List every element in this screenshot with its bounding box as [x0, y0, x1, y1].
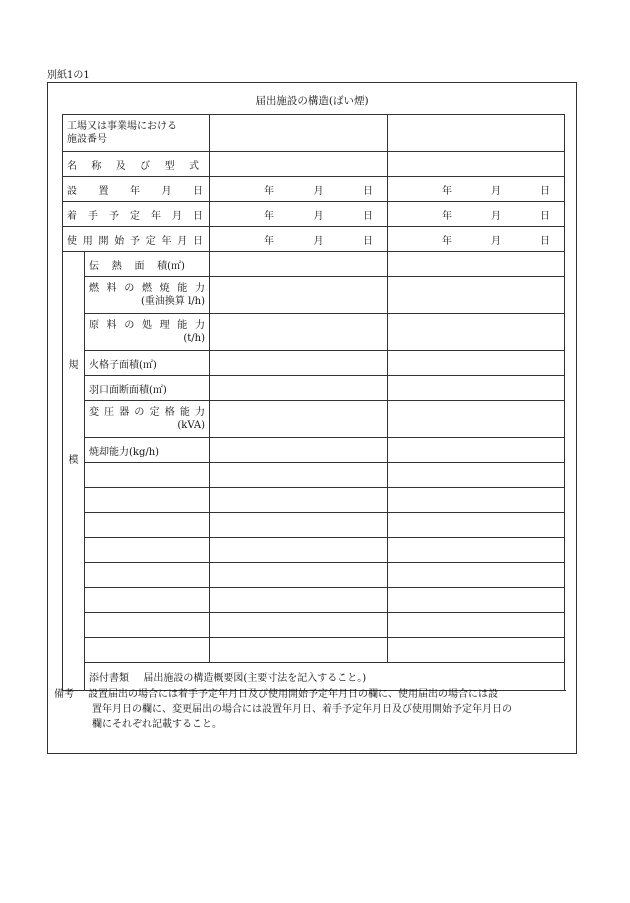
fuel-combustion-label	[85, 277, 210, 314]
label-char: 予	[109, 210, 119, 222]
year-unit: 年	[264, 185, 274, 197]
label-char: び	[140, 160, 151, 172]
label-char: 定	[130, 210, 140, 222]
label-char: 年	[130, 185, 140, 197]
name-model-cell-1[interactable]	[210, 152, 388, 177]
day-unit: 日	[540, 235, 550, 247]
table-row	[63, 488, 565, 513]
label-char: 日	[193, 185, 203, 197]
label-char: 能	[177, 283, 188, 294]
table-row	[63, 152, 565, 177]
label-char: 変	[89, 407, 99, 418]
scale-cell[interactable]	[210, 538, 388, 563]
label-char: 年	[151, 210, 161, 222]
label-char: 定	[149, 407, 160, 418]
month-unit: 月	[313, 185, 324, 197]
table-row	[63, 563, 565, 588]
month-unit: 月	[313, 235, 324, 247]
scale-cell[interactable]	[388, 252, 565, 277]
month-unit: 月	[491, 235, 501, 247]
table-row	[63, 227, 565, 252]
label-char: 置	[98, 185, 109, 197]
scale-cell[interactable]	[210, 588, 388, 613]
attachment-text: 届出施設の構造概要図(主要寸法を記入すること。)	[143, 673, 367, 684]
scale-cell[interactable]	[210, 463, 388, 488]
scale-label-char: 規	[68, 360, 79, 371]
table-row	[63, 351, 565, 376]
table-row	[63, 463, 565, 488]
scale-cell[interactable]	[210, 488, 388, 513]
label-char: 式	[188, 160, 199, 172]
table-row	[63, 638, 565, 663]
form-frame	[47, 82, 577, 754]
label-char: 名	[67, 160, 77, 172]
label-char: 能	[179, 407, 190, 418]
year-unit: 年	[442, 235, 452, 247]
scale-cell[interactable]	[210, 563, 388, 588]
notes-line: 欄にそれぞれ記載すること。	[92, 719, 222, 730]
table-row	[63, 438, 565, 463]
facility-number-label-line2: 施設番号	[67, 134, 107, 145]
grate-area-label: 火格子面積(㎡)	[85, 351, 210, 376]
facility-number-label	[63, 115, 210, 152]
label-char: 焼	[159, 283, 170, 294]
scale-cell[interactable]	[210, 376, 388, 401]
table-row	[63, 177, 565, 202]
blank-label-cell[interactable]	[85, 538, 210, 563]
scale-cell[interactable]	[388, 463, 565, 488]
scale-cell[interactable]	[388, 488, 565, 513]
scale-cell[interactable]	[210, 277, 388, 314]
blank-label-cell[interactable]	[85, 463, 210, 488]
label-char: 使	[67, 235, 77, 247]
label-char: 用	[82, 235, 93, 247]
raw-material-unit: (t/h)	[183, 333, 205, 344]
start-plan-cell-1[interactable]	[210, 202, 388, 227]
year-unit: 年	[442, 185, 452, 197]
label-char: 手	[88, 210, 98, 222]
install-date-cell-1[interactable]	[210, 177, 388, 202]
year-unit: 年	[442, 210, 452, 222]
label-char: 原	[89, 320, 99, 331]
table-row	[63, 513, 565, 538]
year-unit: 年	[264, 210, 274, 222]
scale-cell[interactable]	[388, 438, 565, 463]
scale-cell[interactable]	[388, 588, 565, 613]
incineration-capacity-label: 焼却能力(kg/h)	[85, 438, 210, 463]
label-char: の	[124, 283, 135, 294]
scale-cell[interactable]	[210, 314, 388, 351]
label-char: の	[134, 407, 145, 418]
scale-label	[63, 252, 85, 691]
structure-table	[62, 114, 565, 691]
label-char: 伝	[89, 260, 99, 272]
label-char: 燃	[141, 283, 152, 294]
use-start-plan-label	[63, 227, 210, 252]
label-char: 開	[98, 235, 109, 247]
transformer-capacity-label	[85, 401, 210, 438]
label-char: 予	[130, 235, 140, 247]
table-row	[63, 613, 565, 638]
install-date-cell-2[interactable]	[388, 177, 565, 202]
day-unit: 日	[363, 235, 373, 247]
day-unit: 日	[540, 185, 550, 197]
label-char: 力	[194, 407, 205, 418]
label-char: の	[124, 320, 135, 331]
label-char: 面	[134, 260, 145, 272]
label-char: 日	[193, 210, 203, 222]
scale-cell[interactable]	[388, 277, 565, 314]
month-unit: 月	[491, 185, 501, 197]
scale-cell[interactable]	[210, 513, 388, 538]
blank-label-cell[interactable]	[85, 488, 210, 513]
label-char: 力	[194, 283, 205, 294]
scale-cell[interactable]	[388, 563, 565, 588]
notes-line: 置年月日の欄に、変更届出の場合には設置年月日、着手予定年月日及び使用開始予定年月日の	[92, 704, 512, 715]
table-row	[63, 202, 565, 227]
notes-line: 設置届出の場合には着手予定年月日及び使用開始予定年月日の欄に、使用届出の場合には設	[88, 689, 498, 700]
table-row	[63, 588, 565, 613]
scale-cell[interactable]	[388, 401, 565, 438]
notes-body	[88, 687, 572, 732]
table-row	[63, 314, 565, 351]
heat-transfer-area-label	[85, 252, 210, 277]
scale-cell[interactable]	[388, 351, 565, 376]
use-start-plan-cell-1[interactable]	[210, 227, 388, 252]
label-char: 熱	[111, 260, 122, 272]
name-model-cell-2[interactable]	[388, 152, 565, 177]
scale-cell[interactable]	[388, 314, 565, 351]
label-char: 月	[177, 235, 188, 247]
start-plan-cell-2[interactable]	[388, 202, 565, 227]
tuyere-area-label: 羽口面断面積(㎡)	[85, 376, 210, 401]
scale-cell[interactable]	[388, 513, 565, 538]
table-row	[63, 115, 565, 152]
scale-cell[interactable]	[210, 401, 388, 438]
start-plan-label	[63, 202, 210, 227]
year-unit: 年	[264, 235, 274, 247]
scale-cell[interactable]	[210, 252, 388, 277]
day-unit: 日	[363, 210, 373, 222]
label-char: 処	[141, 320, 152, 331]
blank-label-cell[interactable]	[85, 513, 210, 538]
label-char: 型	[164, 160, 175, 172]
month-unit: 月	[491, 210, 501, 222]
label-char: 着	[67, 210, 77, 222]
scale-cell[interactable]	[210, 351, 388, 376]
label-char: 月	[161, 185, 172, 197]
label-char: 器	[119, 407, 130, 418]
name-model-label	[63, 152, 210, 177]
label-char: 設	[67, 185, 77, 197]
notes-heading: 備考	[54, 689, 74, 700]
table-row	[63, 376, 565, 401]
scale-cell[interactable]	[388, 376, 565, 401]
label-char: 年	[161, 235, 172, 247]
blank-label-cell[interactable]	[85, 613, 210, 638]
scale-cell[interactable]	[210, 613, 388, 638]
table-row	[63, 277, 565, 314]
facility-number-cell-2[interactable]	[388, 115, 565, 152]
label-char: 圧	[104, 407, 115, 418]
month-unit: 月	[313, 210, 324, 222]
facility-number-label-line1: 工場又は事業場における	[67, 121, 177, 132]
label-char: 料	[106, 320, 117, 331]
scale-cell[interactable]	[388, 638, 565, 663]
scale-cell[interactable]	[388, 613, 565, 638]
label-char: 定	[145, 235, 156, 247]
attachment-label: 添付書類	[89, 673, 129, 684]
raw-material-label	[85, 314, 210, 351]
fuel-combustion-unit: (重油換算 l/h)	[141, 296, 205, 307]
facility-number-cell-1[interactable]	[210, 115, 388, 152]
form-title: 届出施設の構造(ばい煙)	[255, 95, 369, 107]
blank-label-cell[interactable]	[85, 563, 210, 588]
blank-label-cell[interactable]	[85, 638, 210, 663]
label-char: 始	[114, 235, 125, 247]
install-date-label	[63, 177, 210, 202]
label-char: 及	[115, 160, 126, 172]
label-char: 月	[172, 210, 182, 222]
table-row	[63, 538, 565, 563]
label-char: 理	[159, 320, 170, 331]
scale-cell[interactable]	[210, 438, 388, 463]
table-row	[63, 252, 565, 277]
transformer-capacity-unit: (kVA)	[177, 420, 205, 431]
document-label: 別紙1の1	[47, 70, 90, 81]
table-row	[63, 401, 565, 438]
label-char: 力	[194, 320, 205, 331]
label-char: 格	[164, 407, 175, 418]
label-char: 称	[91, 160, 102, 172]
day-unit: 日	[540, 210, 550, 222]
blank-label-cell[interactable]	[85, 588, 210, 613]
scale-cell[interactable]	[388, 538, 565, 563]
label-char: 日	[193, 235, 203, 247]
use-start-plan-cell-2[interactable]	[388, 227, 565, 252]
label-char: 能	[177, 320, 188, 331]
label-char: 料	[106, 283, 117, 294]
label-char: 燃	[89, 283, 99, 294]
day-unit: 日	[363, 185, 373, 197]
label-char: 積(㎡)	[157, 260, 185, 272]
scale-cell[interactable]	[210, 638, 388, 663]
scale-label-char: 模	[68, 455, 79, 466]
